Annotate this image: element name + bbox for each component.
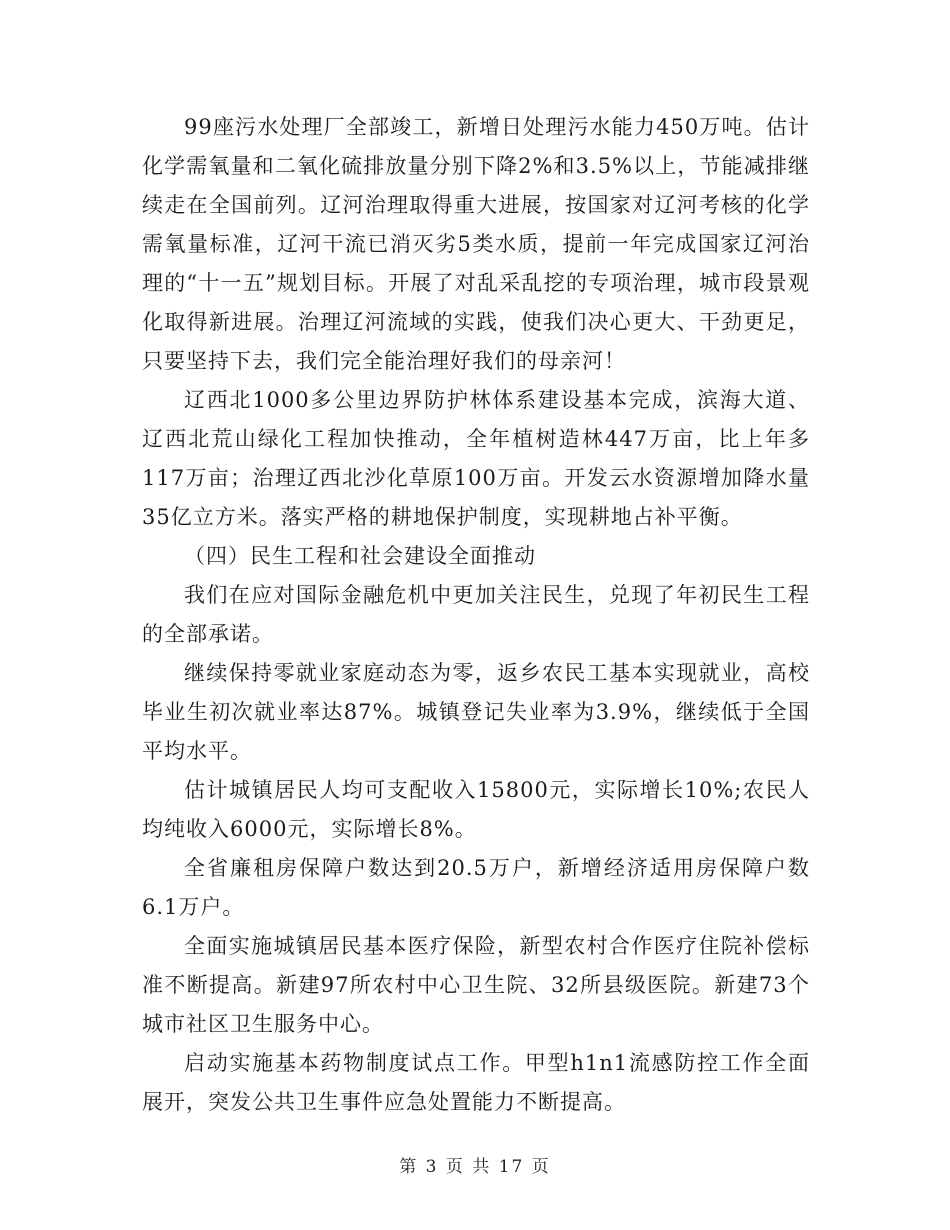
section-heading-livelihood: （四）民生工程和社会建设全面推动	[184, 544, 536, 568]
paragraph-housing: 全省廉租房保障户数达到20.5万户，新增经济适用房保障户数6.1万户。	[142, 856, 810, 919]
paragraph-livelihood-commitment: 我们在应对国际金融危机中更加关注民生，兑现了年初民生工程的全部承诺。	[142, 583, 810, 646]
page-number-footer: 第 3 页 共 17 页	[399, 1157, 551, 1177]
paragraph-employment: 继续保持零就业家庭动态为零，返乡农民工基本实现就业，高校毕业生初次就业率达87%。城镇登记失业率为3.9%，继续低于全国平均水平。	[142, 661, 810, 763]
paragraph-medical-insurance: 全面实施城镇居民基本医疗保险，新型农村合作医疗住院补偿标准不断提高。新建97所农村中心卫生院、32所县级医院。新建73个城市社区卫生服务中心。	[142, 934, 810, 1036]
document-body	[142, 108, 810, 1122]
paragraph-drug-system: 启动实施基本药物制度试点工作。甲型h1n1流感防控工作全面展开，突发公共卫生事件应急处置能力不断提高。	[142, 1051, 810, 1114]
paragraph-afforestation: 辽西北1000多公里边界防护林体系建设基本完成，滨海大道、辽西北荒山绿化工程加快推动，全年植树造林447万亩，比上年多117万亩；治理辽西北沙化草原100万亩。开发云水资源增加降水量35亿立方米。落实严格的耕地保护制度，实现耕地占补平衡。	[142, 388, 810, 529]
paragraph-income: 估计城镇居民人均可支配收入15800元，实际增长10%;农民人均纯收入6000元，实际增长8%。	[142, 778, 810, 841]
paragraph-sewage-treatment: 99座污水处理厂全部竣工，新增日处理污水能力450万吨。估计化学需氧量和二氧化硫排放量分别下降2%和3.5%以上，节能减排继续走在全国前列。辽河治理取得重大进展，按国家对辽河考核的化学需氧量标准，辽河干流已消灭劣5类水质，提前一年完成国家辽河治理的“十一五”规划目标。开展了对乱采乱挖的专项治理，城市段景观化取得新进展。治理辽河流域的实践，使我们决心更大、干劲更足，只要坚持下去，我们完全能治理好我们的母亲河！	[142, 115, 810, 373]
